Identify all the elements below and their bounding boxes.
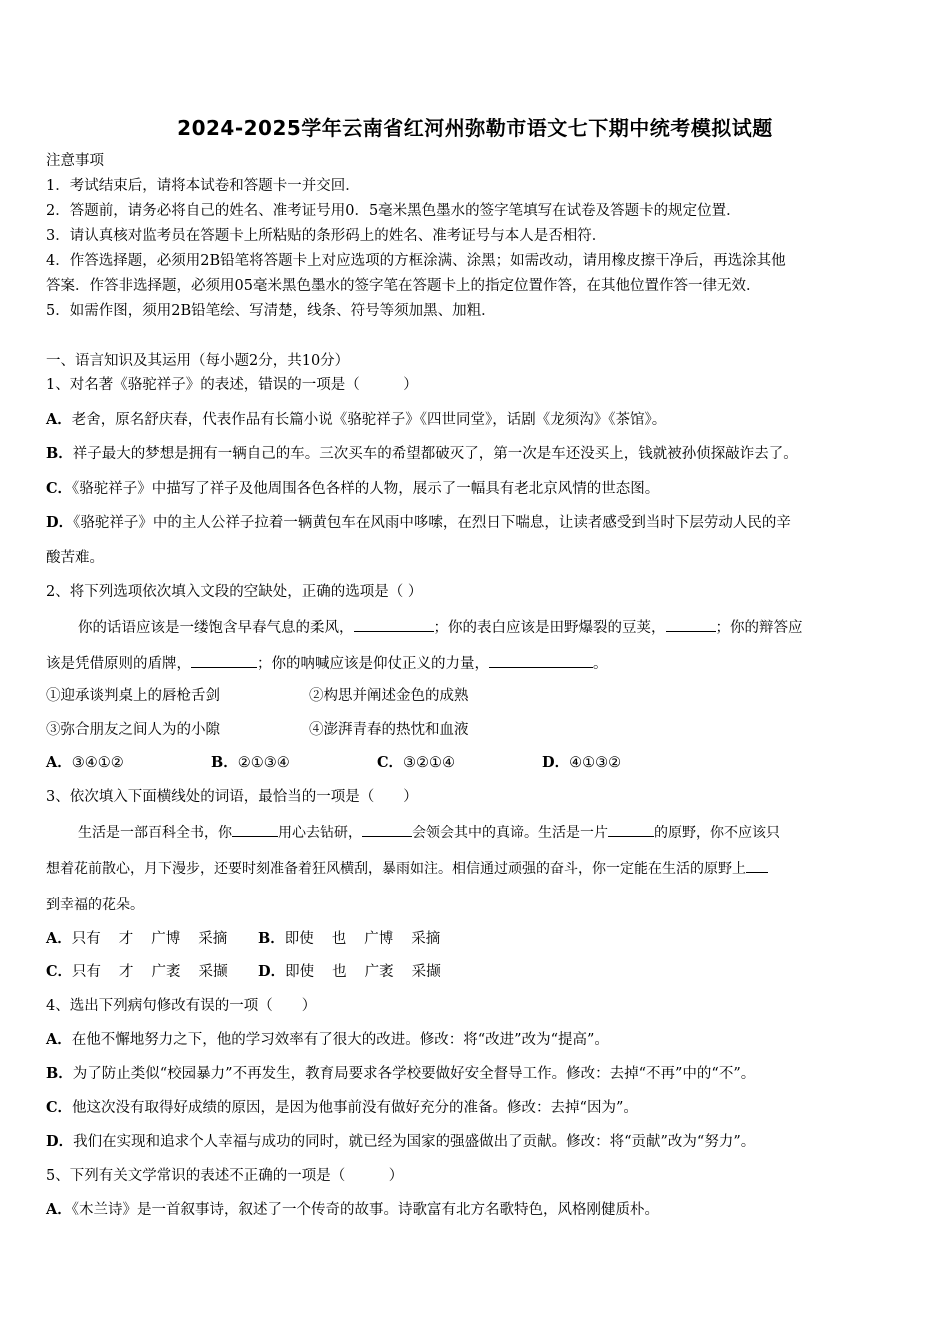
option-label: D． <box>46 1133 74 1150</box>
option-label: B． <box>46 445 73 462</box>
option-label: D． <box>46 514 74 531</box>
q3-option-d <box>258 962 441 982</box>
fill-blank <box>746 858 768 873</box>
q2-choice-item: ③弥合朋友之间人为的小隙 <box>46 722 220 738</box>
q2-passage-line <box>78 617 803 638</box>
fill-blank <box>489 653 593 668</box>
option-word: 采撷 <box>198 964 228 980</box>
option-word: 采摘 <box>198 931 228 947</box>
option-word: 只有 <box>72 964 102 980</box>
passage-text: 的原野，你不应该只 <box>654 825 780 841</box>
passage-text: 你的话语应该是一缕饱含早春气息的柔风， <box>78 620 354 636</box>
q2-answer-a <box>46 753 124 773</box>
passage-text: ；你的表白应该是田野爆裂的豆荚， <box>433 620 666 636</box>
option-text: 《骆驼祥子》中描写了祥子及他周围各色各样的人物，展示了一幅具有老北京风情的世态图。 <box>72 481 660 497</box>
section-heading: 一、语言知识及其运用（每小题2分，共10分） <box>46 353 350 369</box>
option-label: D． <box>258 963 286 980</box>
fill-blank <box>232 822 278 837</box>
q3-passage-line <box>78 822 780 843</box>
option-word: 才 <box>118 931 134 947</box>
q5-option-a <box>46 1200 659 1220</box>
option-label: A． <box>46 1031 72 1048</box>
option-label: C． <box>46 480 73 497</box>
fill-blank <box>666 617 716 632</box>
option-text: 为了防止类似“校园暴力”不再发生，教育局要求各学校要做好安全督导工作。修改：去掉“不再”中的“不”。 <box>72 1066 756 1082</box>
q2-answer-d <box>542 753 621 773</box>
option-text: 我们在实现和追求个人幸福与成功的同时，就已经为国家的强盛做出了贡献。修改：将“贡献”改为“努力”。 <box>73 1134 756 1150</box>
q4-option-d <box>46 1132 755 1152</box>
question-1-stem: 1、对名著《骆驼祥子》的表述，错误的一项是（ ） <box>46 377 418 393</box>
option-text: ②①③④ <box>237 755 290 771</box>
option-text: ④①③② <box>569 755 622 771</box>
option-word: 也 <box>332 964 347 980</box>
passage-text: 会领会其中的真谛。生活是一片 <box>412 825 608 841</box>
notice-item: 1．考试结束后，请将本试卷和答题卡一并交回． <box>46 178 360 194</box>
notice-item: 2．答题前，请务必将自己的姓名、准考证号用0．5毫米黑色墨水的签字笔填写在试卷及答题卡的规定位置． <box>46 203 741 219</box>
option-word: 才 <box>119 964 134 980</box>
q3-option-a <box>46 929 227 949</box>
q4-option-b <box>46 1064 755 1084</box>
option-word: 广袤 <box>364 964 394 980</box>
page-title: 2024-2025学年云南省红河州弥勒市语文七下期中统考模拟试题 <box>177 116 773 140</box>
q2-answer-c <box>377 753 455 773</box>
option-label: C． <box>46 963 73 980</box>
passage-text: 生活是一部百科全书，你 <box>78 825 232 841</box>
option-word: 广博 <box>364 931 394 947</box>
notice-item: 答案．作答非选择题，必须用05毫米黑色墨水的签字笔在答题卡上的指定位置作答，在其他位置作答一律无效． <box>46 278 761 294</box>
q3-passage-line: 到幸福的花朵。 <box>46 897 144 913</box>
notice-heading: 注意事项 <box>46 153 104 169</box>
fill-blank <box>354 617 434 632</box>
option-word: 采撷 <box>411 964 441 980</box>
option-word: 广袤 <box>151 964 181 980</box>
option-label: A． <box>46 930 72 947</box>
option-word: 即使 <box>284 931 314 947</box>
option-text: 他这次没有取得好成绩的原因，是因为他事前没有做好充分的准备。修改：去掉“因为”。 <box>72 1100 638 1116</box>
question-3-stem: 3、依次填入下面横线处的词语，最恰当的一项是（ ） <box>46 789 418 805</box>
q3-option-c <box>46 962 228 982</box>
q2-choice-item: ④澎湃青春的热忱和血液 <box>309 722 469 738</box>
q2-answer-b <box>211 753 290 773</box>
option-text: 祥子最大的梦想是拥有一辆自己的车。三次买车的希望都破灭了，第一次是车还没买上，钱就被孙侦探敲诈去了。 <box>72 446 798 462</box>
option-label: B． <box>211 754 238 771</box>
q4-option-c <box>46 1098 638 1118</box>
passage-text: 。 <box>593 656 608 672</box>
q2-passage-line <box>46 653 608 674</box>
option-text: 《木兰诗》是一首叙事诗，叙述了一个传奇的故事。诗歌富有北方名歌特色，风格刚健质朴。 <box>71 1202 660 1218</box>
q3-passage-line <box>46 858 768 879</box>
passage-text: ；你的辩答应 <box>715 620 803 636</box>
option-label: B． <box>46 1065 73 1082</box>
passage-text: 该是凭借原则的盾牌， <box>46 656 191 672</box>
option-word: 只有 <box>71 931 101 947</box>
option-text: ③④①② <box>71 755 124 771</box>
option-text: ③②①④ <box>403 755 456 771</box>
option-text: 《骆驼祥子》中的主人公祥子拉着一辆黄包车在风雨中哆嗦，在烈日下喘息，让读者感受到当时下层劳动人民的辛 <box>73 515 791 531</box>
passage-text: 想着花前散心，月下漫步，还要时刻准备着狂风横刮，暴雨如注。相信通过顽强的奋斗，你一定能在生活的原野上 <box>46 861 746 877</box>
option-word: 广博 <box>151 931 181 947</box>
option-label: A． <box>46 411 72 428</box>
notice-item: 5．如需作图，须用2B铅笔绘、写清楚，线条、符号等须加黑、加粗． <box>46 303 496 319</box>
notice-item: 4．作答选择题，必须用2B铅笔将答题卡上对应选项的方框涂满、涂黑；如需改动，请用橡皮擦干净后，再选涂其他 <box>46 253 786 269</box>
option-text: 老舍，原名舒庆春，代表作品有长篇小说《骆驼祥子》《四世同堂》，话剧《龙须沟》《茶馆》。 <box>71 412 667 428</box>
option-word: 也 <box>331 931 347 947</box>
option-label: C． <box>377 754 404 771</box>
q2-choice-item: ①迎承谈判桌上的唇枪舌剑 <box>46 688 220 704</box>
option-label: B． <box>258 930 285 947</box>
q1-option-a <box>46 410 666 430</box>
notice-item: 3．请认真核对监考员在答题卡上所粘贴的条形码上的姓名、准考证号与本人是否相符． <box>46 228 607 244</box>
fill-blank <box>362 822 412 837</box>
fill-blank <box>191 653 257 668</box>
option-label: A． <box>46 754 72 771</box>
option-text: 在他不懈地努力之下，他的学习效率有了很大的改进。修改：将“改进”改为“提高”。 <box>71 1032 609 1048</box>
option-label: A． <box>46 1201 72 1218</box>
passage-text: 用心去钻研， <box>278 825 362 841</box>
q4-option-a <box>46 1030 609 1050</box>
option-word: 采摘 <box>411 931 441 947</box>
q1-option-d <box>46 513 791 533</box>
option-word: 即使 <box>285 964 315 980</box>
question-4-stem: 4、选出下列病句修改有误的一项（ ） <box>46 998 317 1014</box>
q1-option-b <box>46 444 798 464</box>
q1-option-d-continued: 酸苦难。 <box>46 550 104 566</box>
passage-text: ；你的呐喊应该是仰仗正义的力量， <box>257 656 489 672</box>
q1-option-c <box>46 479 659 499</box>
q3-option-b <box>258 929 440 949</box>
option-label: C． <box>46 1099 73 1116</box>
question-5-stem: 5、下列有关文学常识的表述不正确的一项是（ ） <box>46 1168 404 1184</box>
question-2-stem: 2、将下列选项依次填入文段的空缺处，正确的选项是（ ） <box>46 584 423 600</box>
option-label: D． <box>542 754 570 771</box>
q2-choice-item: ②构思并阐述金色的成熟 <box>309 688 469 704</box>
fill-blank <box>608 822 654 837</box>
